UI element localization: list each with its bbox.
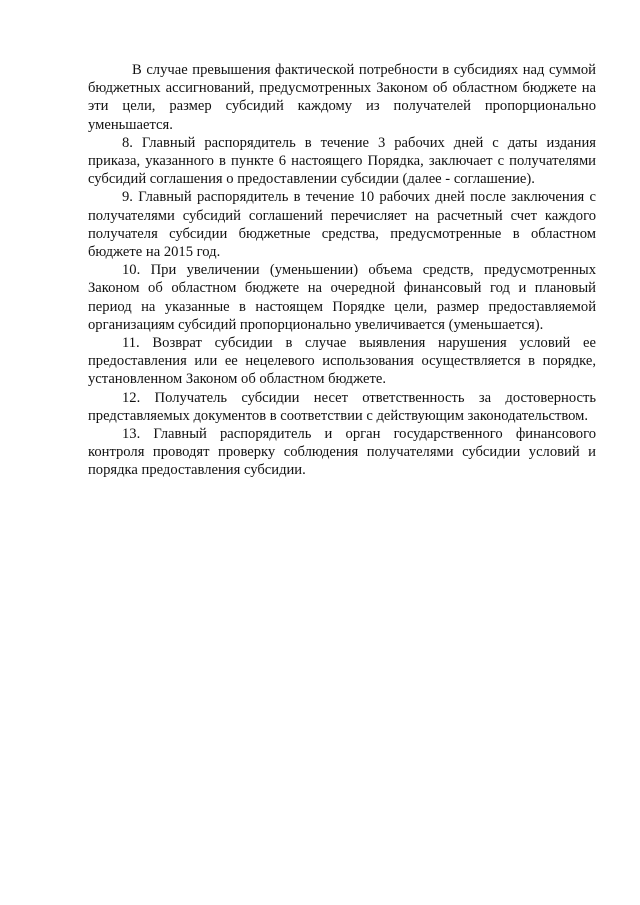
paragraph-item-10: 10. При увеличении (уменьшении) объема средств, предусмотренных Законом об областном бюджете на очередной финансовый год и плановый период на указанные в настоящем Порядке цели, размер предоставляемой организациям субсидий пропорционально увеличивается (уменьшается). [88,262,596,333]
document-body [88,61,596,480]
paragraph-item-13: 13. Главный распорядитель и орган государственного финансового контроля проводят проверку соблюдения получателями субсидии условий и порядка предоставления субсидии. [88,426,596,479]
paragraph-item-12: 12. Получатель субсидии несет ответственность за достоверность представляемых документов в соответствии с действующим законодательством. [88,389,596,424]
paragraph-item-9: 9. Главный распорядитель в течение 10 рабочих дней после заключения с получателями субсидий соглашений перечисляет на расчетный счет каждого получателя субсидии бюджетные средства, предусмотренные в областном бюджете на 2015 год. [88,189,596,261]
paragraph-subsidy-excess: В случае превышения фактической потребности в субсидиях над суммой бюджетных ассигнований, предусмотренных Законом об областном бюджете на эти цели, размер субсидий каждому из получателей пропорционально уменьшается. [88,62,596,133]
paragraph-item-8: 8. Главный распорядитель в течение 3 рабочих дней с даты издания приказа, указанного в пункте 6 настоящего Порядка, заключает с получателями субсидий соглашения о предоставлении субсидии (далее - соглашение). [88,134,596,188]
paragraph-item-11: 11. Возврат субсидии в случае выявления нарушения условий ее предоставления или ее нецелевого использования осуществляется в порядке, установленном Законом об областном бюджете. [88,335,596,388]
